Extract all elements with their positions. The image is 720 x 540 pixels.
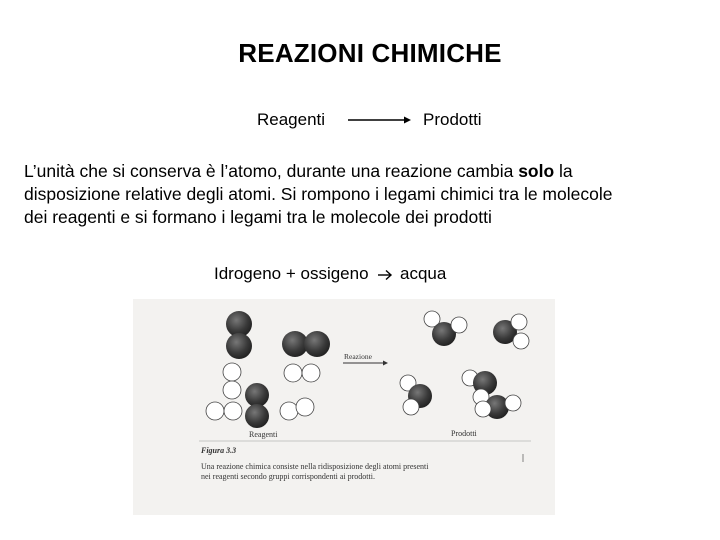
- paragraph-text: la: [554, 161, 573, 181]
- paragraph-line-2: disposizione relative degli atomi. Si rompono i legami chimici tra le molecole: [24, 184, 613, 204]
- right-arrow-icon: [377, 269, 393, 281]
- prodotti-label: Prodotti: [423, 110, 482, 129]
- figure-caption-title: Figura 3.3: [201, 446, 237, 455]
- figure-prodotti-label: Prodotti: [451, 429, 477, 438]
- hydrogen-molecule: [280, 398, 314, 420]
- water-molecule: [400, 375, 432, 415]
- reagenti-label: Reagenti: [257, 110, 326, 129]
- emphasis-solo: solo: [518, 161, 555, 181]
- word-equation: [214, 264, 446, 284]
- equation-reactants: Idrogeno + ossigeno: [214, 264, 369, 283]
- reaction-arrow-icon: [346, 114, 412, 126]
- paragraph-line-3: dei reagenti e si formano i legami tra le molecole dei prodotti: [24, 207, 492, 227]
- paragraph-line-1: [24, 160, 704, 183]
- oxygen-molecule: [245, 383, 269, 428]
- figure-reaction-arrow-icon: [343, 361, 388, 366]
- hydrogen-molecule: [284, 364, 320, 382]
- figure-reagenti-label: Reagenti: [249, 430, 278, 439]
- oxygen-molecule: [226, 311, 252, 359]
- figure-reazione-label: Reazione: [344, 352, 372, 361]
- figure-caption-line: nei reagenti secondo gruppi corrispondenti ai prodotti.: [201, 472, 375, 481]
- textbook-figure: [133, 299, 555, 515]
- reaction-scheme: [0, 110, 720, 134]
- molecule-diagram: [133, 299, 555, 515]
- hydrogen-molecule: [223, 363, 241, 399]
- equation-product: acqua: [400, 264, 447, 283]
- water-molecule: [493, 314, 529, 349]
- water-molecule: [424, 311, 467, 346]
- figure-caption-line: Una reazione chimica consiste nella ridisposizione degli atomi presenti: [201, 462, 429, 471]
- slide-title: REAZIONI CHIMICHE: [238, 38, 502, 68]
- hydrogen-molecule: [206, 402, 242, 420]
- oxygen-molecule: [282, 331, 330, 357]
- paragraph-text: L’unità che si conserva è l’atomo, durante una reazione cambia: [24, 161, 519, 181]
- explanation-paragraph: [24, 160, 704, 229]
